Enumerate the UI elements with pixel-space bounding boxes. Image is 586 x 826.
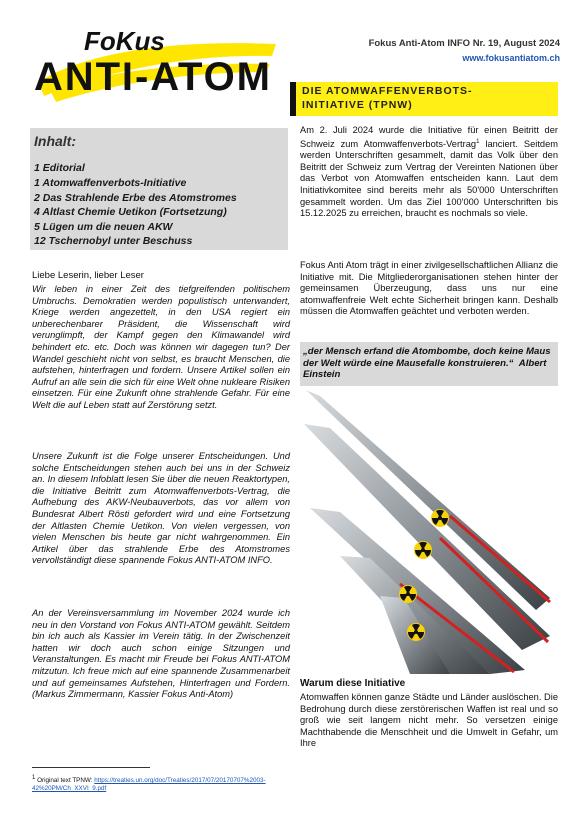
- article-paragraph: Atomwaffen können ganze Städte und Länder auslöschen. Die Bedrohung durch diese zerstörerischen Waffen ist real und so groß wie seit langem nicht mehr. So versetzen einige Machthabende die Menschheit und die Umwelt in Gefahr, um Ihre: [300, 692, 558, 749]
- missiles-illustration: [300, 388, 558, 674]
- article-title-line: INITIATIVE (TPNW): [302, 99, 413, 111]
- toc-item: 1 Atomwaffenverbots-Initiative: [34, 177, 187, 189]
- radiation-symbol-icon: [431, 509, 449, 527]
- logo-word-fokus: FoKus: [84, 26, 165, 56]
- editorial-paragraph: Wir leben in einer Zeit des tiefgreifenden politischem Umbruchs. Demokratien werden populistisch unterwandert, Kriege werden angezettelt, in den USA regiert ein unberechenbarer Präsident, die Wissenschaft wird verunglimpft, der Kampf gegen den Klimawandel wird behindert etc. etc. Doch was können wir dagegen tun? Der Wandel geschieht nicht von selbst, es braucht Menschen, die aufstehen, hinterfragen und fordern. Unsere Artikel sollen ein Aufruf an alle sein die sich für eine Welt ohne nukleare Risiken einsetzen. Für eine Zukunft ohne strahlende Gefahr. Für eine Welt die auf Leben statt auf Zerstörung setzt.: [32, 284, 290, 410]
- section-subheading: Warum diese Initiative: [300, 678, 406, 689]
- toc-item: 12 Tschernobyl unter Beschuss: [34, 235, 193, 247]
- fokus-anti-atom-logo: [30, 20, 280, 110]
- radiation-symbol-icon: [399, 585, 417, 603]
- issue-line: Fokus Anti-Atom INFO Nr. 19, August 2024: [368, 38, 560, 49]
- toc-item: 4 Altlast Chemie Uetikon (Fortsetzung): [34, 206, 227, 218]
- article-paragraph: Am 2. Juli 2024 wurde die Initiative für einen Beitritt der Schweiz zum Atomwaffenverbots-Vertrag$^1$ lanciert. Seitdem werden Unterschriften gesammelt, damit das Volk über den Beitritt der Schweiz zum Vertrag der Vereinten Nationen über das Verbot von Atomwaffen entscheiden kann. Laut dem Initiativkomitee sind bereits mehr als 50'000 Unterschriften gesammelt worden. Um das Ziel 100'000 Unterschriften bis 15.12.2025 zu erreichen, braucht es nochmals so viele.: [300, 125, 558, 219]
- editorial-greeting: Liebe Leserin, lieber Leser: [32, 270, 144, 281]
- radiation-symbol-icon: [407, 623, 425, 641]
- footnote: $^1$ Original text TPNW: https://treaties.un.org/doc/Treaties/2017/07/20170707%2003-42%20PM/Ch_XXVI_9.pdf: [32, 775, 266, 793]
- radiation-symbol-icon: [414, 541, 432, 559]
- logo-word-anti-atom: ANTI-ATOM: [34, 55, 270, 99]
- editorial-paragraph: An der Vereinsversammlung im November 2024 wurde ich neu in den Vorstand von Fokus ANTI-ATOM gewählt. Seitdem bin ich auch als Kassier im Verein tätig. In der Zwischenzeit hatten wir doch auch schon einige Sitzungen und Veranstaltungen. Es macht mir Freude bei Fokus ANTI-ATOM mitzutun. Ich freue mich auf eine spannende Zusammenarbeit und auf gemeinsames Aufstehen, Hinterfragen und Fordern. (Markus Zimmermann, Kassier Fokus Anti-Atom): [32, 608, 290, 700]
- article-paragraph: Fokus Anti Atom trägt in einer zivilgesellschaftlichen Allianz die Initiative mit. Die Mitgliederorganisationen stehen hinter der gemeinsamen Überzeugung, dass uns nur eine atomwaffenfreie Welt echte Sicherheit bringen kann. Deshalb müssen die Atomwaffen geächtet und verboten werden.: [300, 260, 558, 317]
- editorial-paragraph: Unsere Zukunft ist die Folge unserer Entscheidungen. Und solche Entscheidungen stehen auch bei uns in der Schweiz an. In diesem Infoblatt lesen Sie über die neuen Reaktortypen, die Initiative Beitritt zum Atomwaffenverbots-Vertrag, die Aufhebung des AKW-Neubauverbots, das vor allem von Bundesrat Albert Rösti gefordert wird und eine Fortsetzung der Altlasten Chemie Uetikon. Von vielen vergessen, von vielen Menschen bis heute gar nicht wahrgenommen. Ein Artikel über das strahlende Erbe des Atomstromes vervollständigt diese spannende Fokus ANTI-ATOM INFO.: [32, 451, 290, 566]
- missile-1: [306, 390, 550, 610]
- toc-item: 2 Das Strahlende Erbe des Atomstromes: [34, 192, 237, 204]
- footnote-reference[interactable]: 1: [476, 138, 480, 145]
- quote-author: Albert Einstein: [303, 357, 547, 380]
- footnote-divider: [32, 767, 150, 768]
- article-title-line: DIE ATOMWAFFENVERBOTS-: [302, 85, 473, 97]
- toc-item: 5 Lügen um die neuen AKW: [34, 221, 173, 233]
- website-link[interactable]: www.fokusantiatom.ch: [462, 53, 560, 63]
- footnote-link[interactable]: https://treaties.un.org/doc/Treaties/2017/07/20170707%2003-42%20PM/Ch_XXVI_9.pdf: [32, 777, 266, 793]
- toc-item: 1 Editorial: [34, 162, 85, 174]
- quote: „der Mensch erfand die Atombombe, doch keine Maus der Welt würde eine Mausefalle konstruieren.“ Albert Einstein: [303, 346, 551, 380]
- toc-title: Inhalt:: [34, 133, 76, 149]
